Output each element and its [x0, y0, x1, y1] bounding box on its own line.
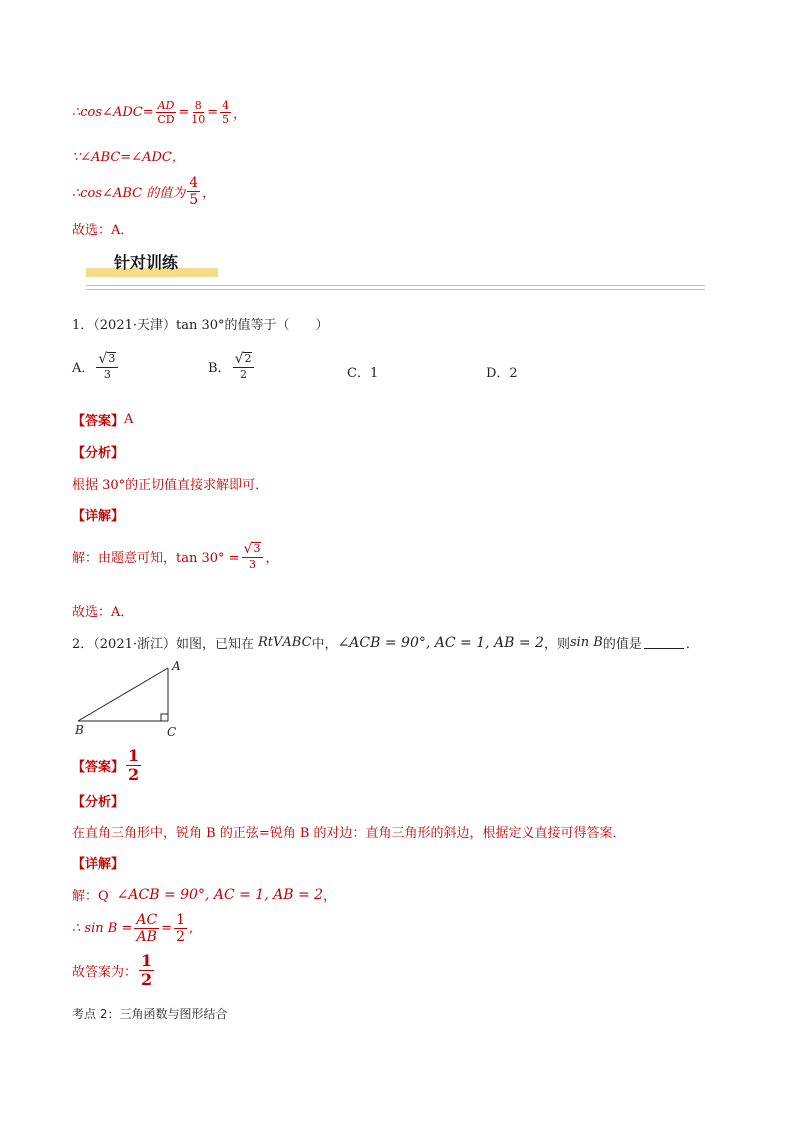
q2-stem-condition: ∠ACB = 90°, AC = 1, AB = 2 — [337, 634, 544, 651]
detail1-suffix: ， — [323, 889, 337, 904]
fraction-denominator: 10 — [191, 113, 206, 126]
radicand: 3 — [108, 352, 116, 365]
answer-blank — [644, 636, 684, 649]
q2-detail-tag: 【详解】 — [72, 857, 125, 872]
section-heading — [86, 248, 218, 276]
intro-line-3 — [72, 176, 215, 207]
q1-detail-tag: 【详解】 — [72, 509, 125, 524]
equals-sign: = — [178, 105, 190, 120]
q1-option-c: C．1 — [347, 366, 379, 381]
vertex-b-label: B — [75, 723, 84, 737]
detail2-prefix: ∴ sin B = — [72, 921, 133, 936]
q1-detail — [72, 542, 278, 570]
option-b-value — [233, 352, 255, 380]
detail1-condition: ∠ACB = 90°, AC = 1, AB = 2 — [116, 886, 324, 903]
fraction-numerator: AC — [136, 912, 158, 928]
q2-detail-line-1 — [72, 885, 336, 904]
side-ab — [78, 668, 168, 721]
q1-stem: 1．（2021·天津）tan 30°的值等于（ ） — [72, 318, 329, 333]
intro-line-2: ∵∠ABC=∠ADC， — [72, 150, 185, 165]
q1-option-b — [208, 352, 256, 380]
option-b-label: B． — [208, 360, 231, 376]
option-a-denominator: 3 — [103, 368, 111, 381]
q2-stem-period: ． — [685, 637, 699, 652]
q1-choose: 故选：A． — [72, 605, 134, 620]
section-divider-top — [86, 285, 705, 286]
section-title: 针对训练 — [114, 253, 179, 272]
detail-fraction — [242, 542, 264, 570]
intro-fraction-4-5 — [220, 100, 231, 125]
q2-stem-triangle: V — [273, 635, 283, 650]
equals-sign: = — [207, 105, 219, 120]
intro-fraction-8-10 — [191, 100, 205, 125]
answer-value: A — [124, 412, 134, 427]
option-a-label: A． — [72, 360, 95, 376]
fraction-numerator: AD — [157, 99, 175, 112]
final-fraction — [139, 953, 154, 988]
q2-stem-abc: ABC — [282, 635, 312, 650]
detail-suffix: ， — [265, 550, 279, 566]
q1-analysis-tag: 【分析】 — [72, 446, 125, 461]
topic-heading: 考点 2：三角函数与图形结合 — [72, 1007, 228, 1021]
fraction-denominator: AB — [136, 929, 157, 945]
fraction-numerator: 4 — [189, 175, 199, 191]
option-b-numerator: √ 2 — [233, 352, 255, 368]
vertex-a-label: A — [172, 659, 181, 673]
fraction-denominator: 2 — [141, 970, 153, 989]
fraction-numerator: 8 — [194, 99, 202, 112]
detail2-fraction-half — [174, 913, 187, 944]
section-divider-bottom — [86, 289, 705, 290]
detail-numerator: √ 3 — [242, 542, 264, 558]
option-a-value — [96, 352, 118, 380]
final-prefix: 故答案为： — [72, 965, 138, 980]
fraction-numerator: 1 — [128, 746, 140, 765]
intro-line-4: 故选：A． — [72, 223, 134, 238]
detail-prefix: 解：由题意可知，tan 30° = — [72, 550, 240, 566]
q2-stem — [72, 633, 699, 652]
detail2-equals: = — [161, 921, 173, 936]
q2-stem-then: ，则 — [543, 637, 570, 652]
q2-stem-end: 的值是 — [602, 637, 642, 652]
q1-answer — [72, 410, 133, 429]
answer-tag: 【答案】 — [72, 760, 125, 775]
radicand: 2 — [244, 352, 252, 365]
q2-analysis-tag: 【分析】 — [72, 795, 125, 810]
intro-line-1 — [72, 100, 246, 125]
fraction-numerator: 4 — [222, 99, 230, 112]
fraction-denominator: CD — [157, 113, 175, 126]
q2-final-answer — [72, 953, 156, 988]
q2-stem-rt: Rt — [258, 635, 274, 650]
fraction-denominator: 5 — [189, 192, 199, 208]
intro-line1-suffix: ， — [233, 107, 247, 122]
fraction-denominator: 2 — [128, 765, 140, 784]
detail1-prefix: 解：Q — [72, 889, 109, 904]
answer-tag: 【答案】 — [72, 414, 125, 429]
q2-stem-sin: sin B — [569, 635, 603, 650]
q1-analysis: 根据 30°的正切值直接求解即可． — [72, 478, 269, 493]
intro-fraction-ad-cd — [156, 100, 177, 125]
q1-option-a — [72, 352, 120, 380]
fraction-denominator: 5 — [222, 113, 230, 126]
right-angle-mark — [161, 714, 168, 721]
detail2-suffix: , — [188, 921, 194, 936]
fraction-numerator: 1 — [176, 912, 185, 928]
detail2-fraction-ac-ab — [134, 913, 159, 944]
q2-analysis: 在直角三角形中，锐角 B 的正弦=锐角 B 的对边：直角三角形的斜边，根据定义直接可得答案． — [72, 826, 626, 841]
radicand: 3 — [253, 542, 261, 555]
fraction-denominator: 2 — [176, 929, 185, 945]
option-b-denominator: 2 — [240, 368, 248, 381]
intro-line1-prefix: ∴cos∠ADC= — [72, 105, 154, 120]
q2-stem-mid: 中， — [311, 637, 338, 652]
fraction-numerator: 1 — [141, 951, 153, 970]
detail-denominator: 3 — [249, 558, 256, 571]
answer-fraction — [126, 748, 141, 783]
q2-answer — [72, 748, 143, 783]
intro-line3-prefix: ∴cos∠ABC 的值为 — [72, 186, 186, 201]
intro-fraction-value — [187, 176, 200, 207]
option-a-numerator: √ 3 — [96, 352, 118, 368]
vertex-c-label: C — [167, 725, 177, 738]
intro-line3-suffix: ， — [202, 186, 216, 201]
q2-stem-prefix: 2．（2021·浙江）如图，已知在 — [72, 637, 254, 652]
q2-detail-line-2 — [72, 913, 193, 944]
q1-option-d: D．2 — [486, 366, 518, 381]
triangle-figure — [70, 656, 190, 738]
